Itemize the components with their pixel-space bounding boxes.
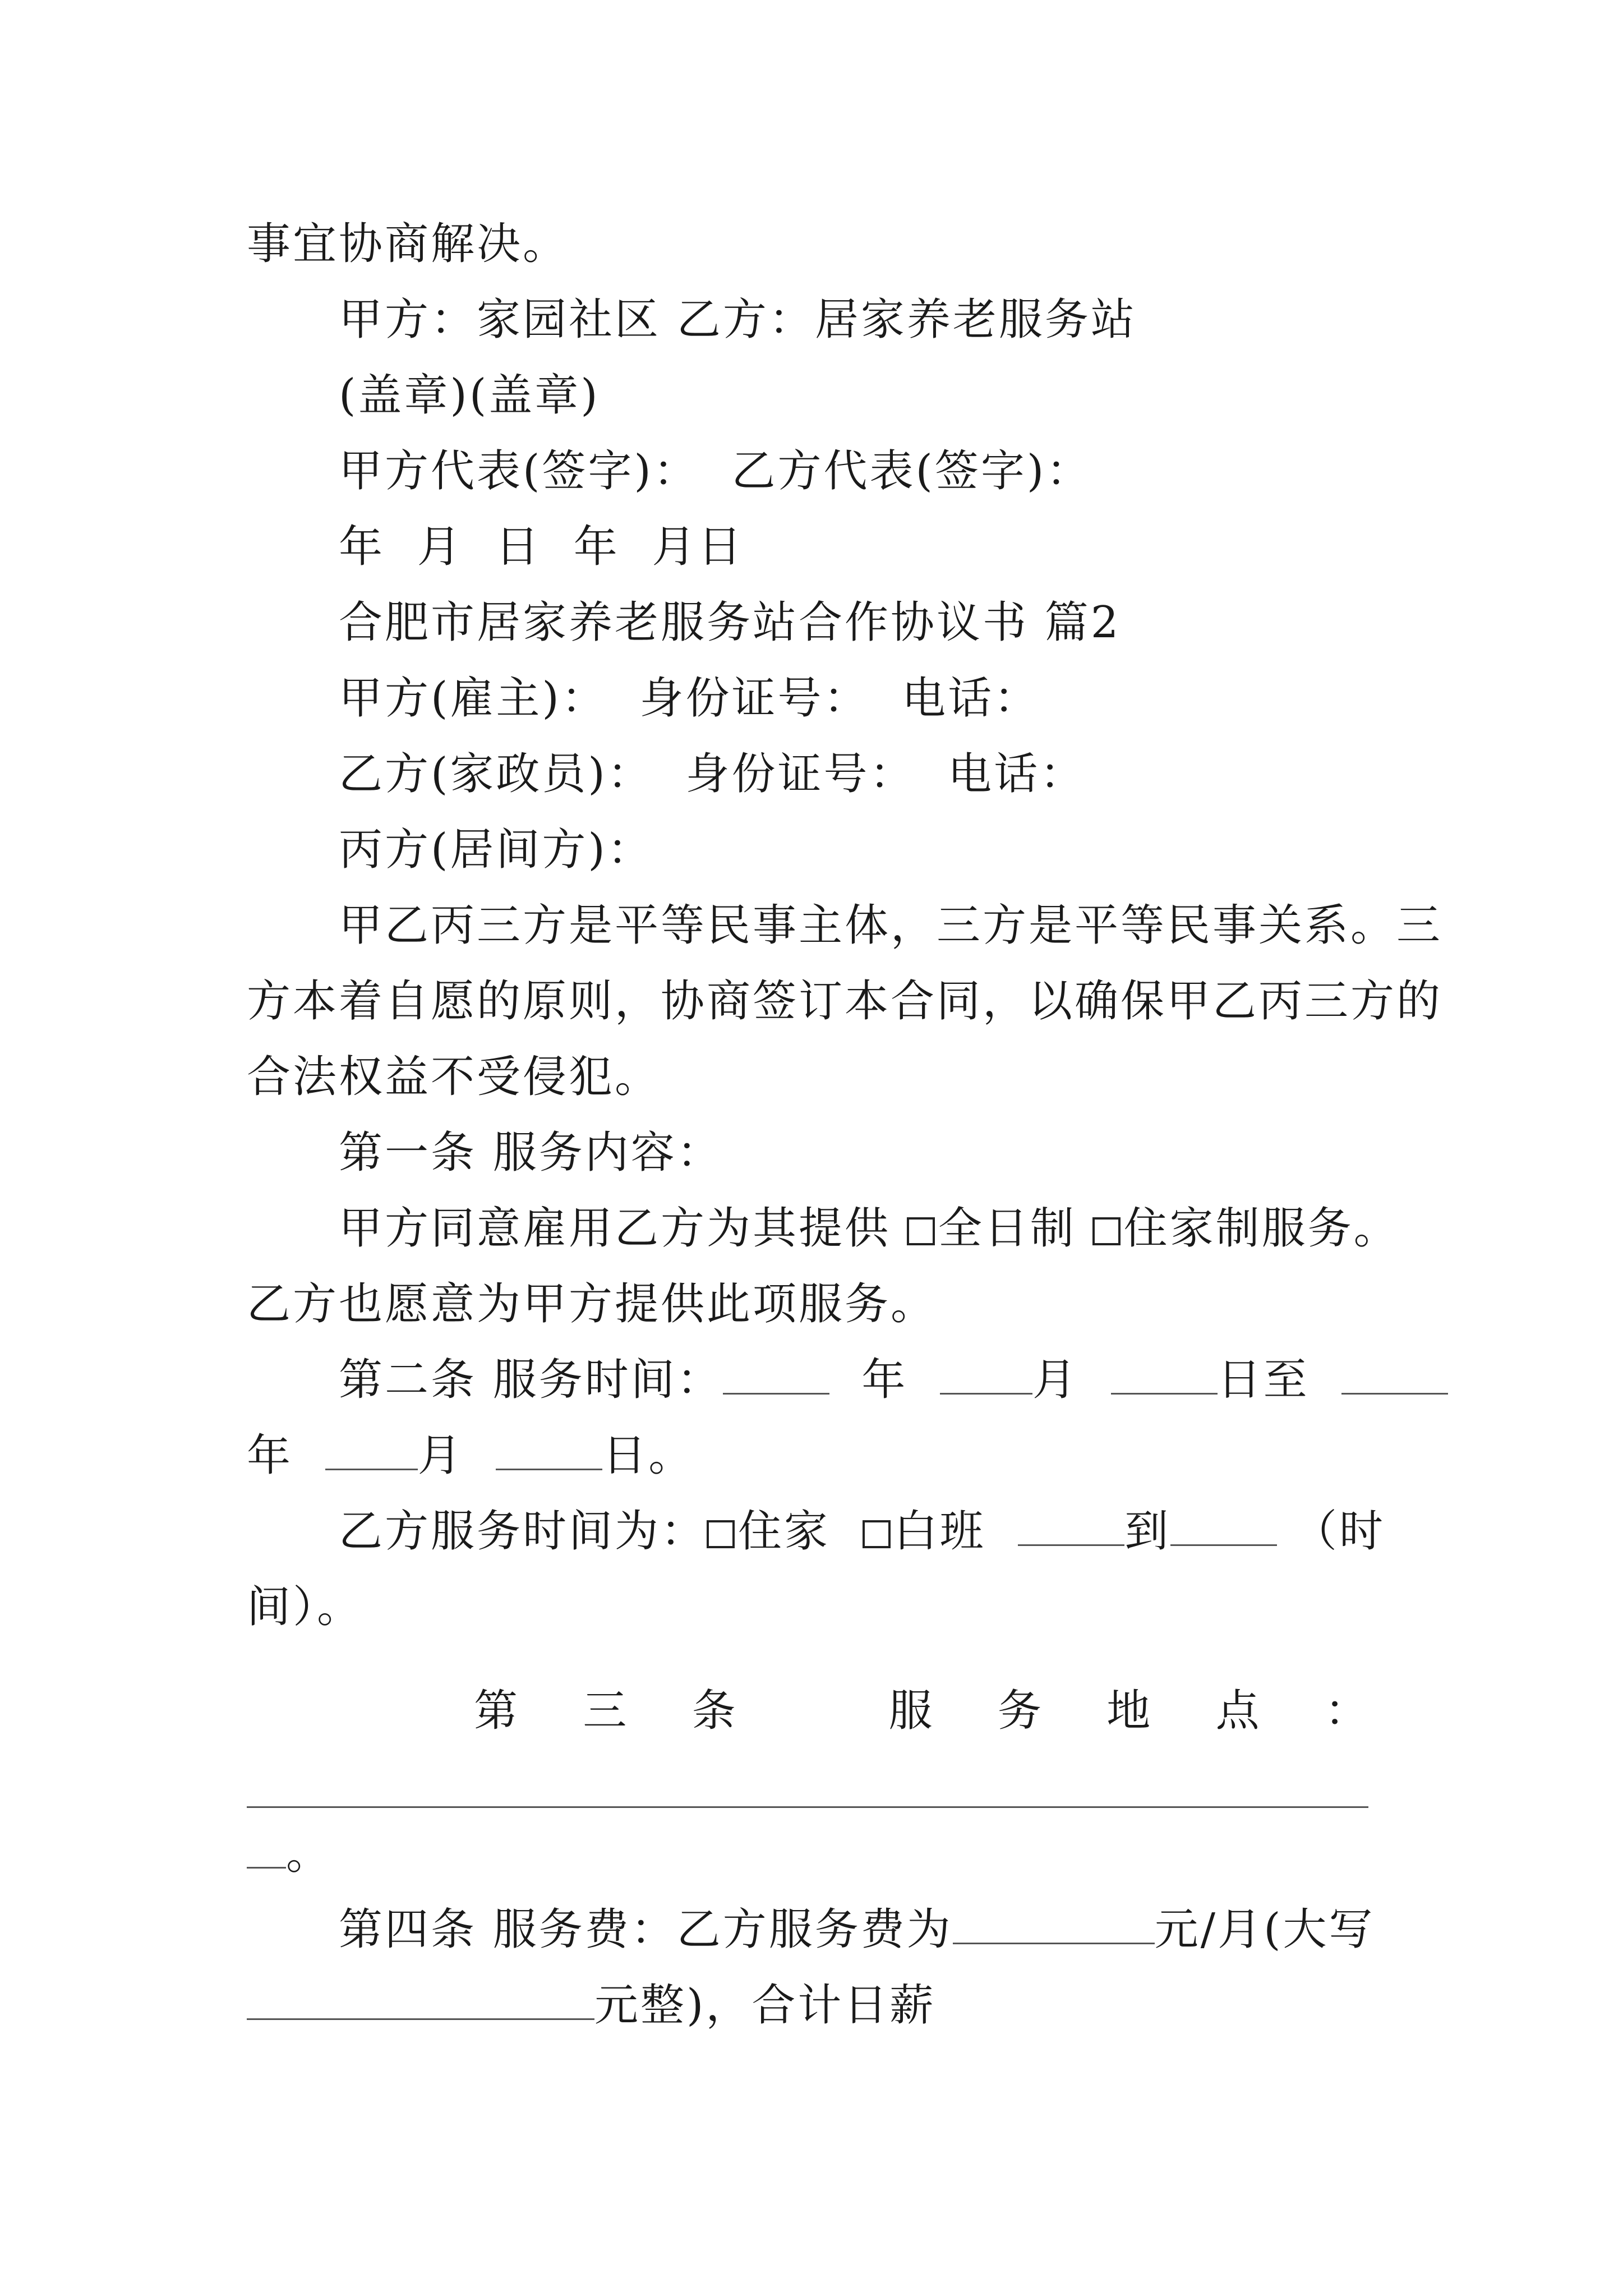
representative-line [339,443,1092,499]
party-b-label: 乙方：居家养老服务站 [676,295,1137,345]
party-a-label: 甲方：家园社区 [339,295,661,345]
id-number-label: 身份证号： [685,749,916,799]
article-2-line-2 [247,1428,694,1484]
signature-parties-line [339,292,1137,348]
article-3-char: ： [1324,1686,1368,1736]
article-3-char: 条 [691,1686,736,1736]
service-location-end [247,1826,332,1882]
year-label: 年 [861,1355,908,1405]
to-label: 到 [1124,1506,1171,1557]
domestic-worker-info-line [339,746,1086,802]
intermediary-line: 丙方(居间方)： [339,825,653,875]
service-location-blank-end[interactable] [247,1828,286,1869]
fee-in-words-blank[interactable] [247,1979,594,2020]
article-3-char: 地 [1106,1686,1151,1736]
article-3-heading [474,1683,1368,1739]
time-paren-label: （时 [1293,1506,1386,1557]
live-in-label: 住家制服务。 [1123,1203,1400,1254]
live-in-hours-label: 住家 [738,1506,831,1557]
month-label: 月 [417,1430,464,1481]
intro-paragraph-line-2: 方本着自愿的原则，协商签订本合同，以确保甲乙丙三方的 [247,976,1443,1027]
seal-line: (盖章)(盖章) [339,370,600,421]
day-to-label: 日至 [1217,1355,1310,1405]
article-1-text: 甲方同意雇用乙方为其提供 [339,1203,891,1254]
article-1-heading: 第一条 服务内容： [339,1128,723,1178]
service-hours-line-2: 间）。 [247,1582,363,1632]
article-3-char: 务 [997,1686,1041,1736]
article-3-char: 三 [583,1686,627,1736]
worker-label: 乙方(家政员)： [339,749,653,799]
start-month-blank[interactable] [940,1354,1032,1395]
article-4-line-2 [247,1977,935,2033]
employer-info-line [339,670,1040,726]
intro-paragraph-line-1: 甲乙丙三方是平等民事主体，三方是平等民事关系。三 [339,900,1443,951]
party-a-representative: 甲方代表(签字)： [339,446,699,496]
article-3-char: 第 [474,1686,518,1736]
full-time-checkbox[interactable] [907,1217,935,1245]
end-year-blank[interactable] [1341,1354,1448,1395]
month-label: 月 [1032,1355,1079,1405]
service-location-blank[interactable] [247,1806,1368,1808]
day-shift-checkbox[interactable] [863,1520,891,1548]
full-time-label: 全日制 [938,1203,1076,1254]
service-hours-line-1 [339,1503,1385,1559]
day-label: 日。 [602,1430,695,1481]
article-4-heading: 第四条 服务费：乙方服务费为 [339,1904,953,1955]
paragraph-continuation: 事宜协商解决。 [247,219,569,269]
day-shift-label: 白班 [893,1506,986,1557]
intro-paragraph-line-3: 合法权益不受侵犯。 [247,1052,661,1102]
date-line: 年 月 日 年 月日 [339,522,744,572]
live-in-hours-checkbox[interactable] [707,1520,735,1548]
phone-label: 电话： [902,673,1040,724]
article-1-body-line-1 [339,1200,1400,1257]
year-label: 年 [247,1430,293,1481]
phone-label: 电话： [948,749,1086,799]
party-b-representative: 乙方代表(签字)： [731,446,1092,496]
start-year-blank[interactable] [723,1354,829,1395]
article-2-line-1 [339,1352,1448,1408]
monthly-fee-blank[interactable] [953,1903,1155,1944]
article-3-char: 服 [888,1686,933,1736]
article-3-char: 点 [1215,1686,1260,1736]
fee-in-words-label: 元整)，合计日薪 [594,1980,936,2031]
service-hours-label: 乙方服务时间为： [339,1506,707,1557]
article-1-body-line-2: 乙方也愿意为甲方提供此项服务。 [247,1279,937,1329]
employer-label: 甲方(雇主)： [339,673,607,724]
start-time-blank[interactable] [1018,1505,1124,1546]
live-in-checkbox[interactable] [1092,1217,1121,1245]
end-month-blank[interactable] [325,1429,418,1470]
end-day-blank[interactable] [496,1429,602,1470]
article-4-line-1 [339,1902,1375,1958]
period-mark: 。 [286,1829,333,1879]
id-number-label: 身份证号： [639,673,870,724]
start-day-blank[interactable] [1111,1354,1218,1395]
article-2-heading: 第二条 服务时间： [339,1355,723,1405]
end-time-blank[interactable] [1170,1505,1277,1546]
monthly-fee-unit: 元/月(大写 [1154,1904,1375,1955]
section-title: 合肥市居家养老服务站合作协议书 篇2 [339,597,1121,648]
